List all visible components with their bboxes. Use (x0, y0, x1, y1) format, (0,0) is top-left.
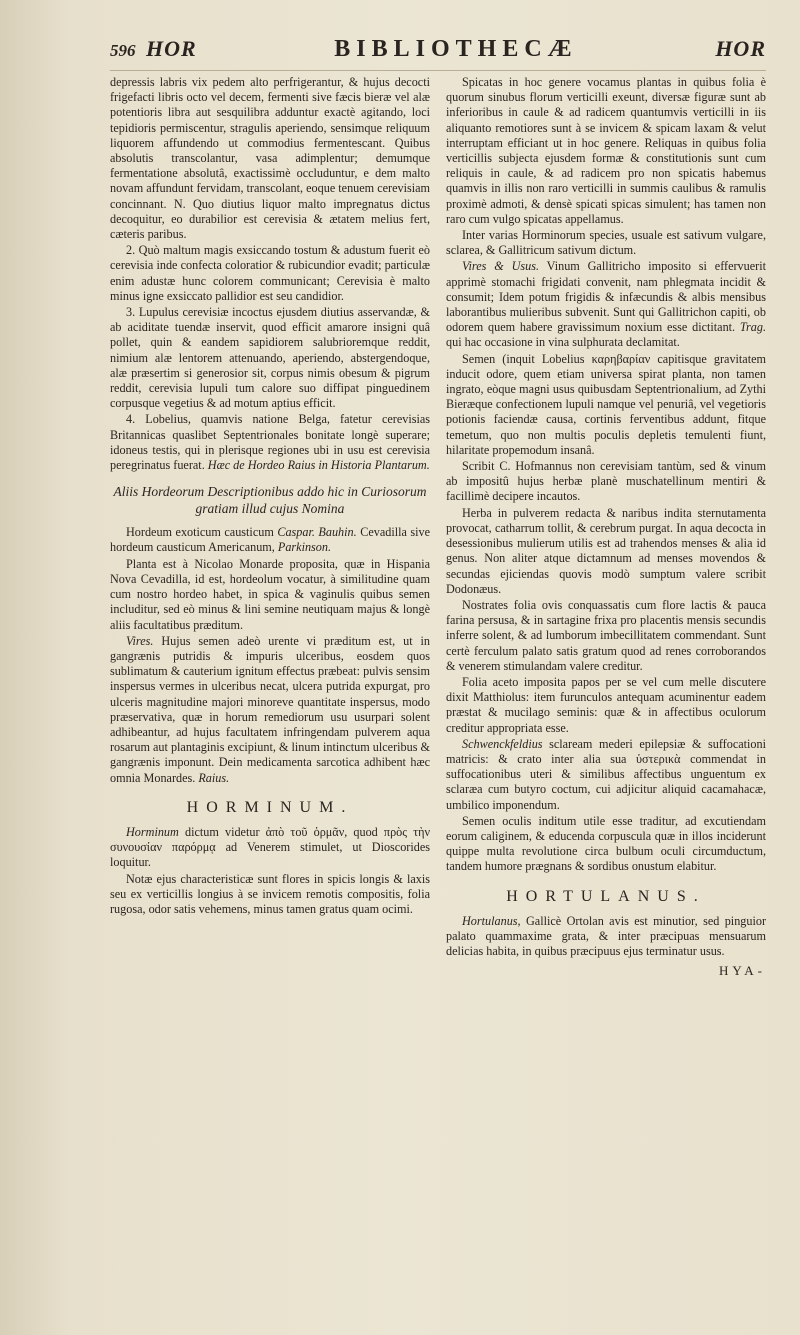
paragraph: Herba in pulverem redacta & naribus indita sternutamenta provocat, catharrum tollit, & cerebrum purgat. In aqua decocta in desessionibus mulierum utilis est ad trahendos menses & alia id genus. Non aliter atque dictamnum ad menses movendos & secundas ejiciendas quovis modò sumptum valere scribit Dodonæus. (446, 505, 766, 596)
paragraph-lead: Horminum (126, 824, 179, 839)
paragraph (446, 737, 766, 813)
paragraph (110, 825, 430, 871)
paragraph-text: 4. Lobelius, quamvis natione Belga, fatetur cerevisias Britannicas quaslibet Septentrionales bonitate longè superare; idoneus testis, qui in plerisque regiones ubi in usu est cerevisia peregrinatus fuerat. (110, 412, 430, 473)
section-subtitle: Aliis Hordeorum Descriptionibus addo hic in Curiosorum gratiam illud cujus Nomina (113, 484, 427, 517)
paragraph-text: Gallicè Ortolan avis est minutior, sed pinguior palato quammaxime grata, & inter præcipuas mensuarum delicias habita, in quibus præcipuus ejus terminatur usus. (446, 913, 766, 959)
paragraph-text: Hordeum exoticum causticum (126, 525, 274, 540)
source-citation: Raius. (198, 770, 230, 785)
paragraph: Spicatas in hoc genere vocamus plantas in quibus folia è quorum sinubus florum verticilli exeunt, diversæ figuræ sunt ab inferioribus in caule & ad radicem quantumvis verticilli in iis aliquanto remotiores sunt à se invicem & spicam laxam & velut interruptam efficiant ut in hoc genere. Reliquas in quibus folia verticillis subjecta ejusdem formæ & constitutionis sunt cum reliquis in caule, & ad radicem pro non spicatis habemus quamvis in illis non raro verticilli in summis caulibus & ramulis proximè admoti, & densè spicati spicas simulent; has tamen non raro cum vulgo spicatas appellamus. (446, 75, 766, 226)
paragraph-text: dictum videtur ἀπὸ τοῦ ὁρμᾶν, quod πρὸς τὴν συνουσίαν παρόρμᾳ ad Venerem stimulet, ut Dioscorides loquitur. (110, 824, 430, 870)
page-title: BIBLIOTHECÆ (334, 36, 578, 62)
section-heading: HORMINUM. (186, 798, 354, 816)
paragraph-lead: Hortulanus, (462, 913, 521, 928)
paragraph-text: sclaream mederi epilepsiæ & suffocationi matricis: & crato inter alia sua ὑστερικὰ commendat in suffocationibus uteri & similibus affectibus unguentum ex sclaræa cum butyro coctum, cui adjicitur aliquid cacamahacæ, umbilico imponendum. (446, 736, 766, 812)
section-heading: HORTULANUS. (506, 887, 706, 905)
running-head-left: HOR (146, 36, 197, 61)
paragraph: Inter varias Horminorum species, usuale est sativum vulgare, sclarea, & Gallitricum sativum dictum. (446, 228, 766, 258)
source-citation: Hæc de Hordeo Raius in Historia Plantarum. (207, 458, 430, 473)
paragraph-text: Hujus semen adeò urente vi præditum est, ut in gangrænis putridis & impuris ulceribus, eosdem quos sublimatum & cauterium ignitum effectus præbeat: pulvis sensim inspersus vermes in ulceribus necat, ulcera putrida expurgat, pro ulceris magnitudine majori minoreve quantitate inspersus, modo præservativa, quæ in horum remediorum usu usurpari solent adhibeantur, ad hujus facultatem infringendam pulverem aqua rosarum aut plantaginis excipiunt, & linum intinctum ulceribus & gangrænis imponunt. Dein medicamenta sarcotica adhibent hæc omnia Monardes. (110, 633, 430, 785)
paragraph: Scribit C. Hofmannus non cerevisiam tantùm, sed & vinum ab impositû hujus herbæ planè muschatellinum mentiri & facillimè decipere incautos. (446, 459, 766, 504)
paragraph (110, 634, 430, 786)
paragraph (446, 259, 766, 350)
paragraph-text: Cevadilla sive hordeum causticum Americanum, (110, 525, 430, 555)
paragraph: Semen oculis inditum utile esse traditur, ad excutiendam eorum caliginem, & educenda corpuscula quæ in illos inciderunt quippe multa revolutione circa bulbum oculi circumductum, tandem humore prægnans & sordibus onustum elabitur. (446, 813, 766, 874)
paragraph-text: Vinum Gallitricho imposito si effervuerit apprimè stomachi frigidati convenit, nam phlegmata incidit & consumit; Idem potum frigidis & infæcundis & albis mensibus laborantibus mulieribus subvenit. Sunt qui Gallitrichon capiti, ob odorem quem habere gravissimum noxium esse dictitant. (446, 259, 766, 335)
paragraph: Nostrates folia ovis conquassatis cum flore lactis & pauca farina persusa, & in sartagine frixa pro placentis mensis secundis inferre solent, & ad lumborum imbecillitatem commendant. Sunt certè ferculum palato satis gratum quod ad renes corroborandos & venerem stimulandam valere creditur. (446, 597, 766, 673)
left-column (110, 75, 430, 1290)
catchword: HYA- (718, 963, 766, 979)
source-citation: Parkinson. (277, 540, 332, 555)
paragraph: 2. Quò maltum magis exsiccando tostum & adustum fuerit eò cerevisia inde confecta coloratior & rubicundior evadit; particulæ enim adustæ hunc colorem communicant; Cerevisia è malto minus igne exsiccato pallidior est seu candidior. (110, 243, 430, 303)
paragraph-lead: Schwenckfeldius (462, 736, 543, 751)
page-number: 596 (110, 41, 136, 60)
running-head-right: HOR (715, 36, 766, 61)
paragraph (446, 914, 766, 960)
paragraph: Semen (inquit Lobelius καρηβαρίαν capitisque gravitatem inducit odore, quem etiam universa spirat planta, non tamen ingrato, eòque magni usus quibusdam Septentrionalium, ad Zythi Bieræque confectionem lupuli namque vel penuriâ, vel vegetioris potionis faciendæ causa, cortinis ferventibus addunt, fitque temetum, quo non multis poculis depletis temulenti fiunt, hilaritate propemodum insanâ. (446, 351, 766, 457)
paragraph: Notæ ejus characteristicæ sunt flores in spicis longis & laxis seu ex verticillis longius à se invicem remotis compositis, folia rugosa, odor satis vehemens, minus tamen gratus quam ocimi. (110, 871, 430, 916)
source-citation: Caspar. Bauhin. (277, 525, 357, 540)
paragraph (110, 412, 430, 473)
paragraph (110, 525, 430, 555)
page-header (110, 36, 766, 71)
paragraph-lead: Vires. (126, 633, 154, 648)
paragraph: 3. Lupulus cerevisiæ incoctus ejusdem diutius asservandæ, & ab aciditate tuendæ inservit, quod efficit amarore insigni quâ pollet, quin & eandem sapidiorem salubrioremque reddit, nimium alæ lentorem attenuando, aperiendo, abstergendoque, alæ præsertim si generosior sit, corpus nimis obesum & pigrum reddit, cerevisia lupuli tum calore suo diffipat pinguedinem corpusque vegetius & ad motum aptius efficit. (110, 305, 430, 411)
paragraph: depressis labris vix pedem alto perfrigerantur, & hujus decocti frigefacti libris octo vel decem, fermenti sive fæcis bieræ vel alæ potentioris libra aut sesquilibra adduntur exactè agitando, loci tepidioris permiscentur, stragulis aperiendo, sensimque reliquum liquorem affundendo ut commodius fermentescant. Quibus absolutis transcolantur, vasa adimplentur; demumque fermentatione absolutâ, exactissimè occluduntur, e dem malto novam affundunt fervidam, transcolant, eoque tenuem cerevisiam concinnant. N. Quo diutius liquor malto impregnatus dictus decoquitur, eo durabilior est cerevisia & ætatem melius fert, cæteris paribus. (110, 75, 430, 242)
right-column (446, 75, 766, 1290)
paragraph: Folia aceto imposita papos per se vel cum melle discutere dixit Matthiolus: item furunculos antequam acuminentur eadem præstat & mucilago seminis: quæ & in affectibus oculorum creditur appropriata esse. (446, 674, 766, 735)
paragraph: Planta est à Nicolao Monarde proposita, quæ in Hispania Nova Cevadilla, id est, hordeolum vocatur, à similitudine quam cum nostro hordeo habet, in spica & vaginulis quibus semen includitur, sed eò minus & lini semine neutiquam majus & longè aliis facultatibus præditum. (110, 556, 430, 632)
paragraph-text: qui hac occasione in vina sulphurata declamitat. (446, 335, 680, 350)
paragraph-lead: Vires & Usus. (462, 259, 539, 274)
source-citation: Trag. (739, 320, 766, 335)
